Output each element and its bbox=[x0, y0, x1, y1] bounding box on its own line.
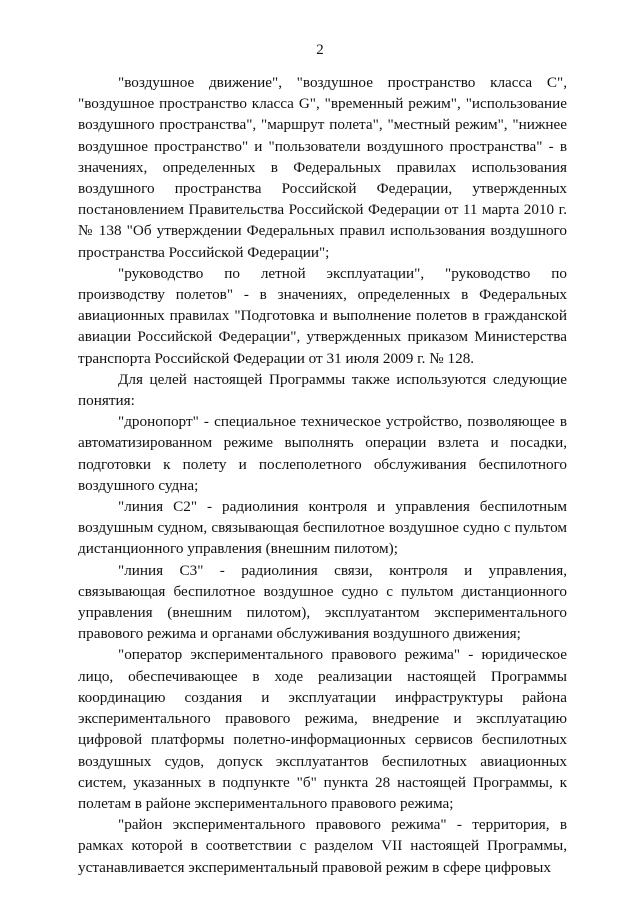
paragraph-regime-operator-definition: "оператор экспериментального правового режима" - юридическое лицо, обеспечивающее в ходе реализации настоящей Программы координацию создания и эксплуатации инфраструктуры района экспериментального правового режима, внедрение и эксплуатацию цифровой платформы полетно-информационных сервисов беспилотных воздушных судов, допуск эксплуатантов беспилотных авиационных систем, указанных в подпункте "б" пункта 28 настоящей Программы, к полетам в районе экспериментального правового режима; bbox=[78, 646, 567, 812]
paragraph-flight-manual-terms: "руководство по летной эксплуатации", "руководство по производству полетов" - в значениях, определенных в Федеральных авиационных правилах "Подготовка и выполнение полетов в гражданской авиации Российской Федерации", утвержденных приказом Министерства транспорта Российской Федерации от 31 июля 2009 г. № 128. bbox=[78, 264, 567, 367]
paragraph-air-traffic-terms: "воздушное движение", "воздушное пространство класса C", "воздушное пространство класса G", "временный режим", "использование воздушного пространства", "маршрут полета", "местный режим", "нижнее воздушное пространство" и "пользователи воздушного пространства" - в значениях, определенных в Федеральных правилах использования воздушного пространства Российской Федерации, утвержденных постановлением Правительства Российской Федерации от 11 марта 2010 г. № 138 "Об утверждении Федеральных правил использования воздушного пространства Российской Федерации"; bbox=[78, 74, 567, 261]
paragraph-regime-area-definition: "район экспериментального правового режима" - территория, в рамках которой в соответствии с разделом VII настоящей Программы, устанавливается экспериментальный правовой режим в сфере цифровых bbox=[78, 816, 567, 876]
paragraph-droneport-definition: "дронопорт" - специальное техническое устройство, позволяющее в автоматизированном режиме выполнять операции взлета и посадки, подготовки к полету и послеполетного обслуживания беспилотного воздушного судна; bbox=[78, 413, 567, 494]
paragraph-c3-link-definition: "линия C3" - радиолиния связи, контроля и управления, связывающая беспилотное воздушное судно с пультом дистанционного управления (внешним пилотом), эксплуатантом экспериментального правового режима и органами обслуживания воздушного движения; bbox=[78, 561, 567, 643]
paragraph-c2-link-definition: "линия C2" - радиолиния контроля и управления беспилотным воздушным судном, связывающая беспилотное воздушное судно с пультом дистанционного управления (внешним пилотом); bbox=[78, 498, 567, 558]
paragraph-program-concepts-intro: Для целей настоящей Программы также используются следующие понятия: bbox=[78, 370, 567, 410]
page-number: 2 bbox=[316, 42, 324, 58]
document-body bbox=[78, 72, 567, 878]
